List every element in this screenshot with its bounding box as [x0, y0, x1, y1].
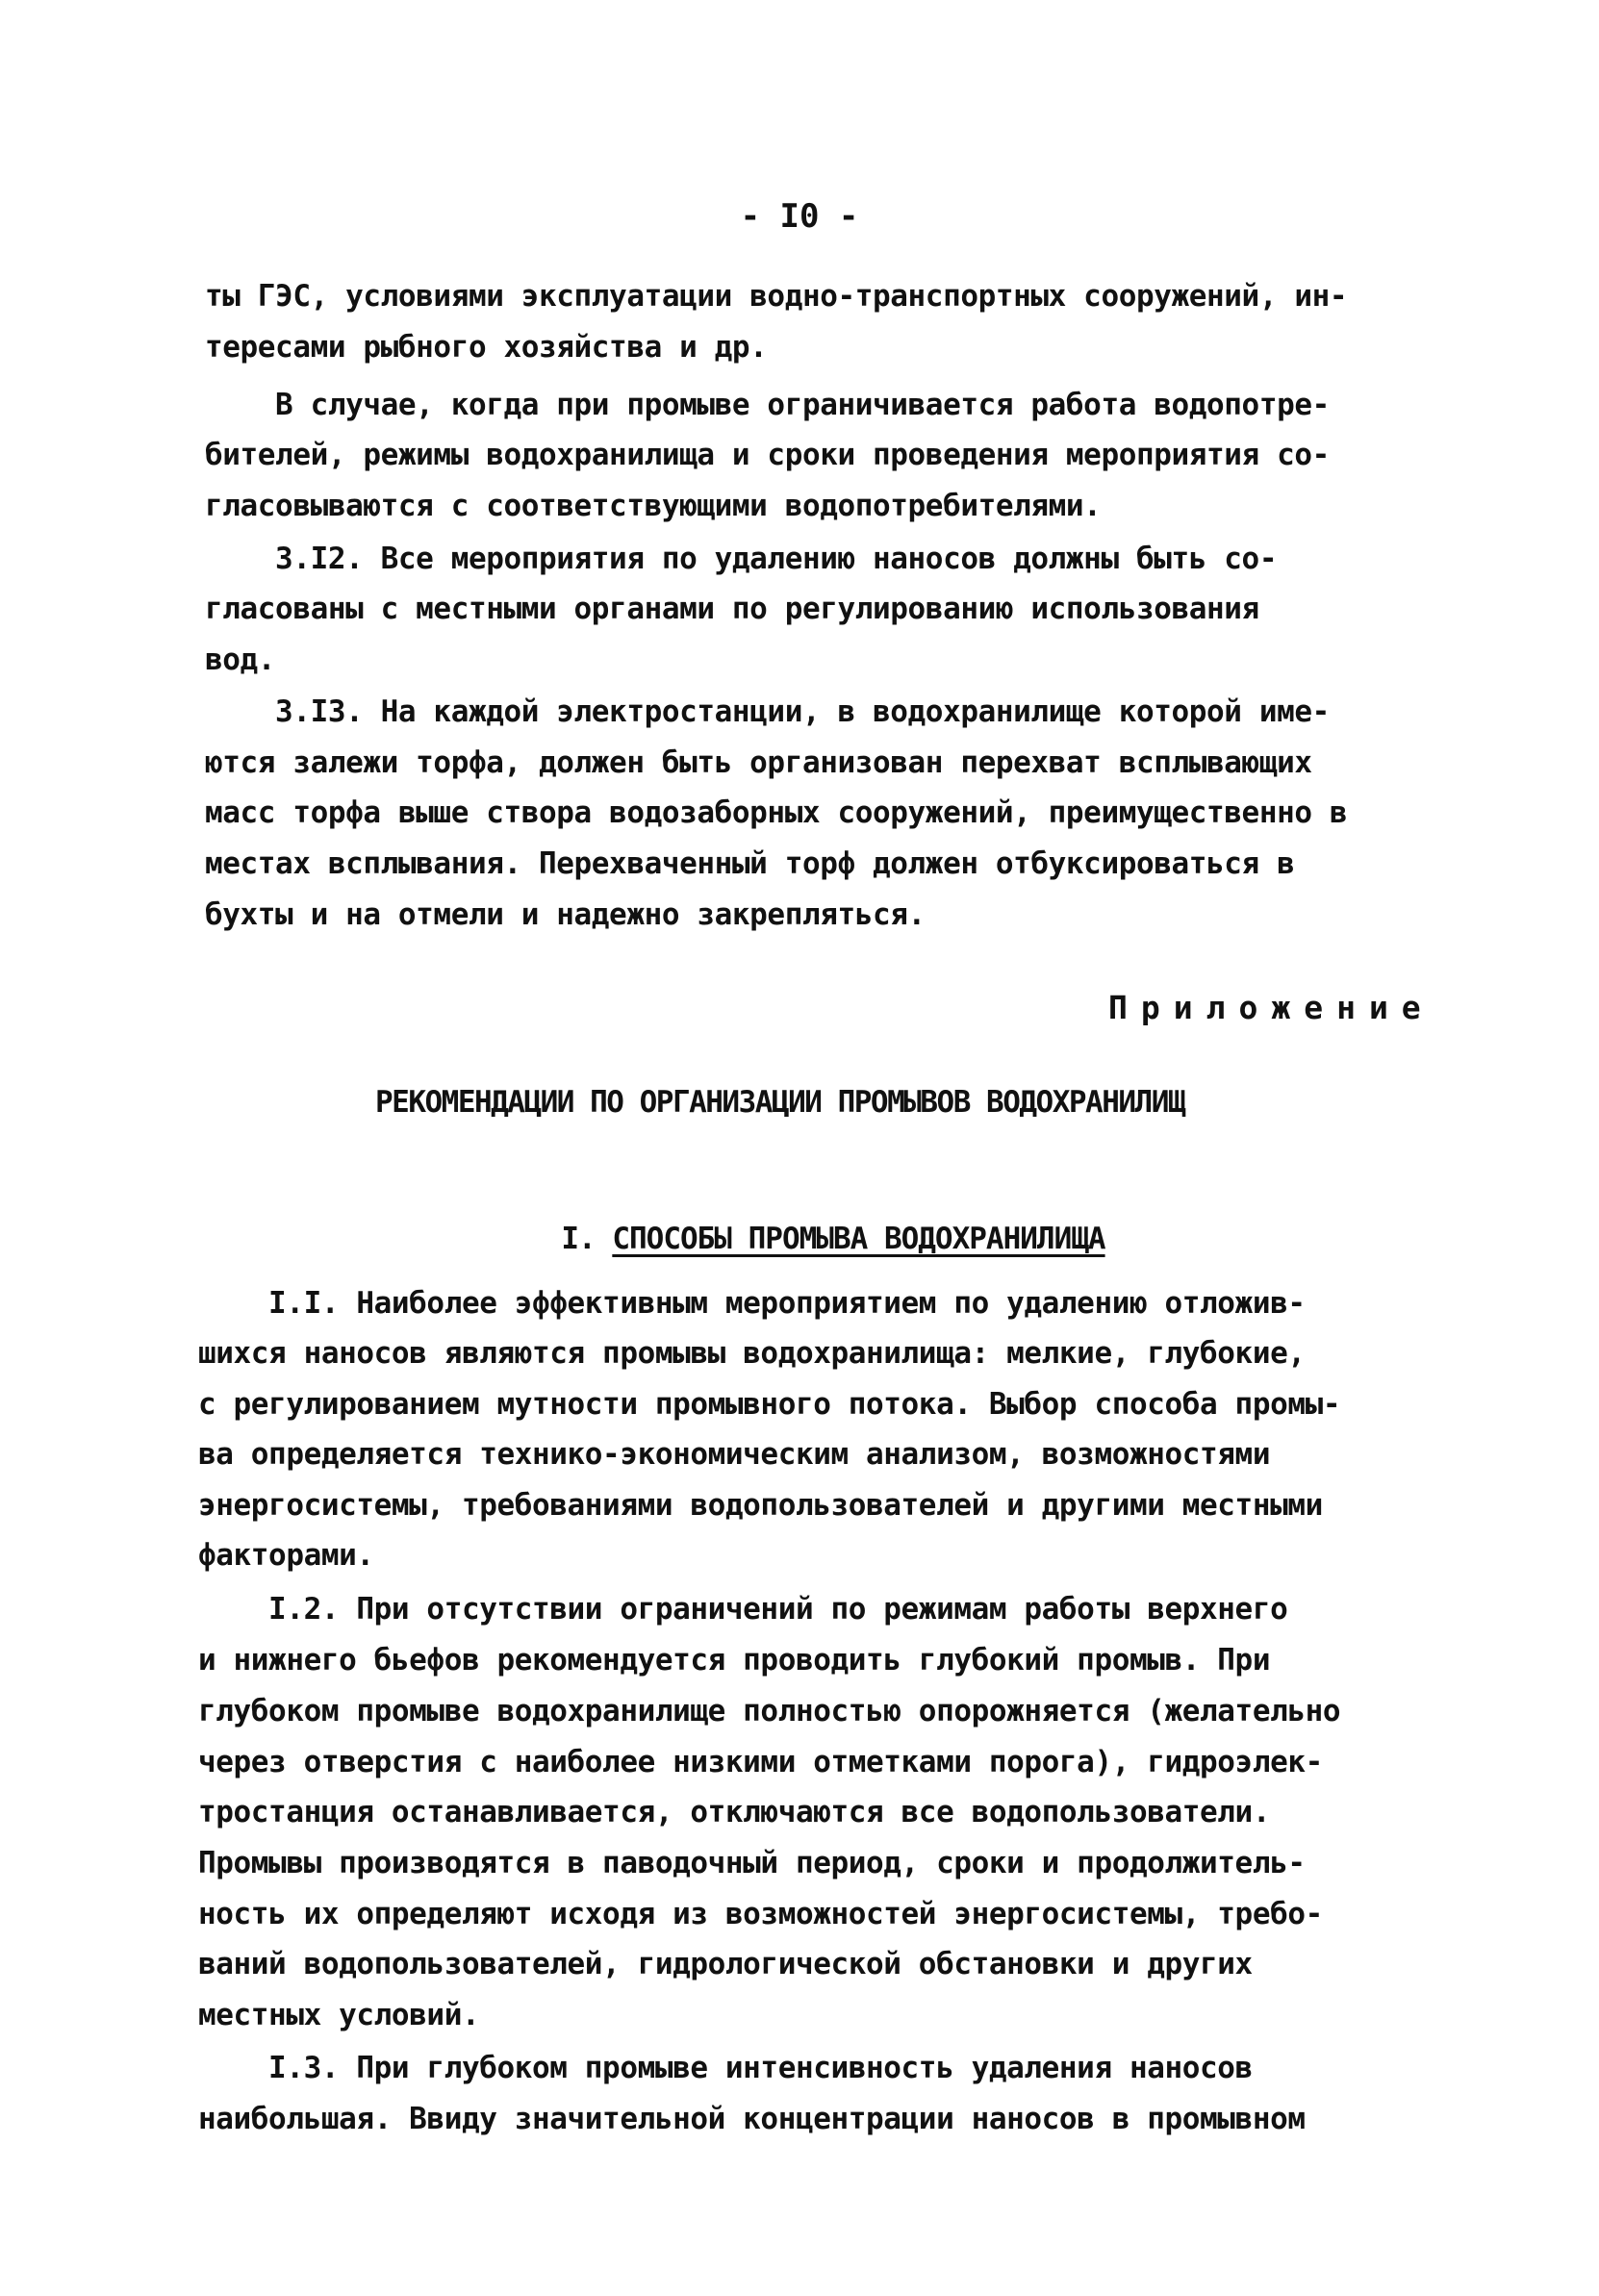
- text-line: ность их определяют исходя из возможностей энергосистемы, требо-: [198, 1897, 1323, 1931]
- text-line: I.3. При глубоком промыве интенсивность удаления наносов: [198, 2051, 1253, 2085]
- text-line: гласованы с местными органами по регулированию использования: [205, 592, 1259, 626]
- text-line: ва определяется технико-экономическим анализом, возможностями: [198, 1437, 1271, 1472]
- text-line: энергосистемы, требованиями водопользователей и другими местными: [198, 1488, 1323, 1523]
- text-line: через отверстия с наиболее низкими отметками порога), гидроэлек-: [198, 1745, 1323, 1779]
- text-line: вод.: [205, 643, 276, 677]
- text-line: шихся наносов являются промывы водохранилища: мелкие, глубокие,: [198, 1336, 1306, 1371]
- text-line: местах всплывания. Перехваченный торф должен отбуксироваться в: [205, 846, 1295, 881]
- text-line: с регулированием мутности промывного потока. Выбор способа промы-: [198, 1387, 1341, 1422]
- text-line: тростанция останавливается, отключаются все водопользователи.: [198, 1795, 1271, 1829]
- text-line: бителей, режимы водохранилища и сроки проведения мероприятия со-: [205, 438, 1330, 472]
- appendix-label: Приложение: [1108, 989, 1434, 1026]
- text-line: ты ГЭС, условиями эксплуатации водно-транспортных сооружений, ин-: [205, 279, 1348, 314]
- page-number: - I0 -: [740, 197, 859, 236]
- text-line: факторами.: [198, 1538, 374, 1573]
- text-line: I.2. При отсутствии ограничений по режимам работы верхнего: [198, 1592, 1288, 1627]
- text-line: и нижнего бьефов рекомендуется проводить глубокий промыв. При: [198, 1643, 1271, 1678]
- text-line: В случае, когда при промыве ограничивается работа водопотре-: [205, 388, 1330, 422]
- section-number: I.: [561, 1222, 596, 1256]
- text-line: ваний водопользователей, гидрологической обстановки и других: [198, 1947, 1253, 1981]
- text-line: гласовываются с соответствующими водопотребителями.: [205, 489, 1102, 523]
- section-heading: [527, 1187, 1105, 1256]
- text-line: бухты и на отмели и надежно закрепляться.: [205, 897, 926, 932]
- text-line: 3.I3. На каждой электростанции, в водохранилище которой име-: [205, 694, 1330, 729]
- appendix-title: РЕКОМЕНДАЦИИ ПО ОРГАНИЗАЦИИ ПРОМЫВОВ ВОДОХРАНИЛИЩ: [375, 1085, 1185, 1120]
- text-line: I.I. Наиболее эффективным мероприятием по удалению отложив-: [198, 1286, 1306, 1321]
- section-title: СПОСОБЫ ПРОМЫВА ВОДОХРАНИЛИЩА: [612, 1222, 1105, 1256]
- text-line: 3.I2. Все мероприятия по удалению наносов должны быть со-: [205, 542, 1278, 576]
- text-line: глубоком промыве водохранилище полностью опорожняется (желательно: [198, 1694, 1341, 1728]
- text-line: ются залежи торфа, должен быть организован перехват всплывающих: [205, 745, 1312, 780]
- text-line: местных условий.: [198, 1998, 480, 2032]
- text-line: масс торфа выше створа водозаборных сооружений, преимущественно в: [205, 795, 1348, 830]
- text-line: Промывы производятся в паводочный период, сроки и продолжитель-: [198, 1846, 1306, 1880]
- text-line: наибольшая. Ввиду значительной концентрации наносов в промывном: [198, 2102, 1306, 2136]
- text-line: тересами рыбного хозяйства и др.: [205, 330, 768, 365]
